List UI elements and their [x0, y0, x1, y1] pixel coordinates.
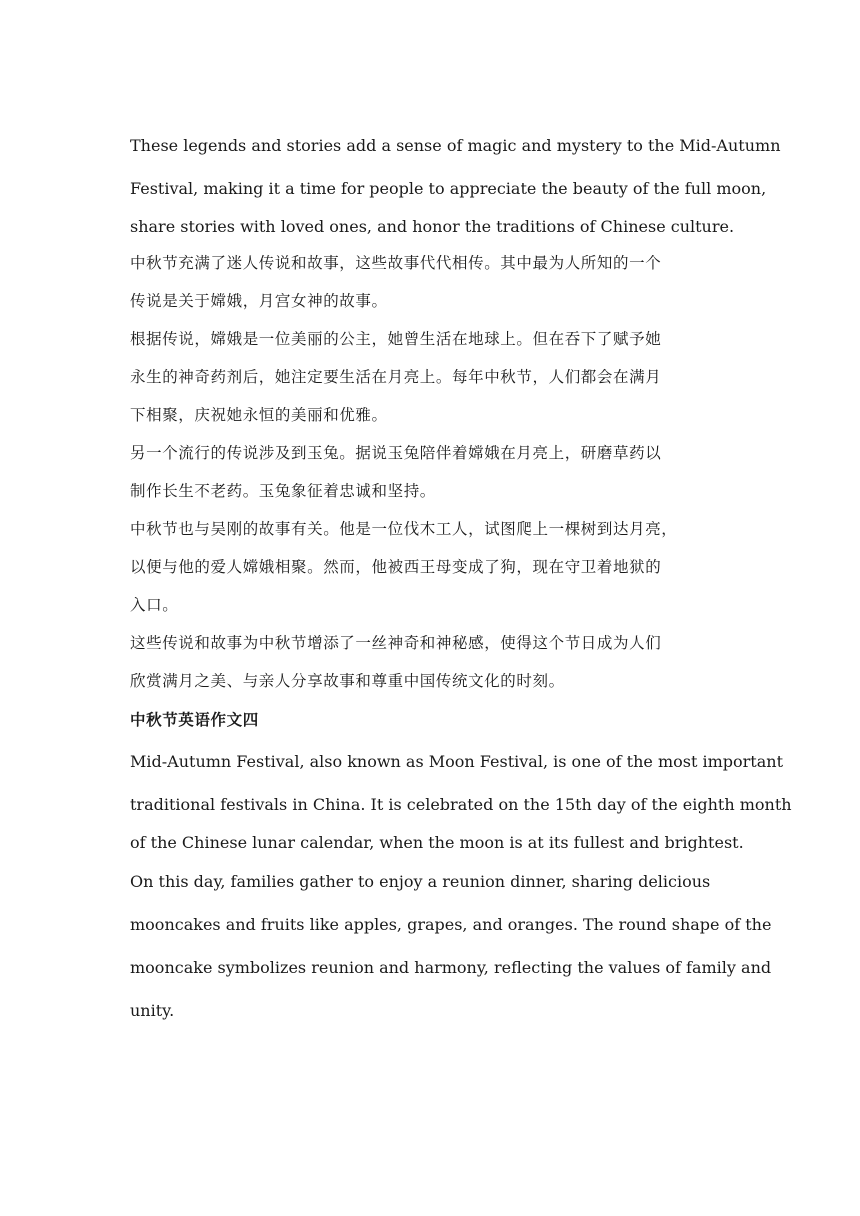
text-line: 根据传说，嫦娥是一位美丽的公主，她曾生活在地球上。但在吞下了赋予她: [130, 330, 662, 348]
paragraph-zh-intro: [130, 244, 735, 320]
section-heading: 中秋节英语作文四: [130, 711, 259, 729]
text-line: 制作长生不老药。玉兔象征着忠诚和坚持。: [130, 482, 436, 500]
text-line: 欣赏满月之美、与亲人分享故事和尊重中国传统文化的时刻。: [130, 672, 565, 690]
paragraph-zh-summary: [130, 624, 735, 700]
text-line: These legends and stories add a sense of magic and mystery to the Mid-Autumn: [130, 136, 781, 155]
paragraph-zh-jade-rabbit: [130, 434, 735, 510]
text-line: 以便与他的爱人嫦娥相聚。然而，他被西王母变成了狗，现在守卫着地狱的: [130, 558, 662, 576]
text-line: 传说是关于嫦娥，月宫女神的故事。: [130, 292, 388, 310]
text-line: share stories with loved ones, and honor the traditions of Chinese culture.: [130, 217, 735, 236]
text-line: traditional festivals in China. It is celebrated on the 15th day of the eighth month: [130, 795, 792, 814]
paragraph-legends-summary: [130, 124, 781, 244]
paragraph-family-reunion: [130, 860, 772, 1032]
document-body: [130, 124, 792, 1032]
text-line: Festival, making it a time for people to appreciate the beauty of the full moon,: [130, 179, 767, 198]
paragraph-zh-wu-gang: [130, 510, 735, 624]
paragraph-zh-change: [130, 320, 735, 434]
text-line: unity.: [130, 1001, 175, 1020]
text-line: of the Chinese lunar calendar, when the moon is at its fullest and brightest.: [130, 833, 744, 852]
text-line: 入口。: [130, 596, 179, 614]
text-line: On this day, families gather to enjoy a reunion dinner, sharing delicious: [130, 872, 711, 891]
text-line: 下相聚，庆祝她永恒的美丽和优雅。: [130, 406, 388, 424]
text-line: 另一个流行的传说涉及到玉兔。据说玉兔陪伴着嫦娥在月亮上，研磨草药以: [130, 444, 662, 462]
text-line: 中秋节也与吴刚的故事有关。他是一位伐木工人，试图爬上一棵树到达月亮，: [130, 520, 678, 538]
text-line: Mid-Autumn Festival, also known as Moon Festival, is one of the most important: [130, 752, 784, 771]
text-line: 这些传说和故事为中秋节增添了一丝神奇和神秘感，使得这个节日成为人们: [130, 634, 662, 652]
text-line: 中秋节充满了迷人传说和故事，这些故事代代相传。其中最为人所知的一个: [130, 254, 662, 272]
text-line: mooncake symbolizes reunion and harmony, reflecting the values of family and: [130, 958, 772, 977]
paragraph-festival-intro: [130, 740, 792, 860]
text-line: mooncakes and fruits like apples, grapes, and oranges. The round shape of the: [130, 915, 772, 934]
text-line: 永生的神奇药剂后，她注定要生活在月亮上。每年中秋节，人们都会在满月: [130, 368, 662, 386]
